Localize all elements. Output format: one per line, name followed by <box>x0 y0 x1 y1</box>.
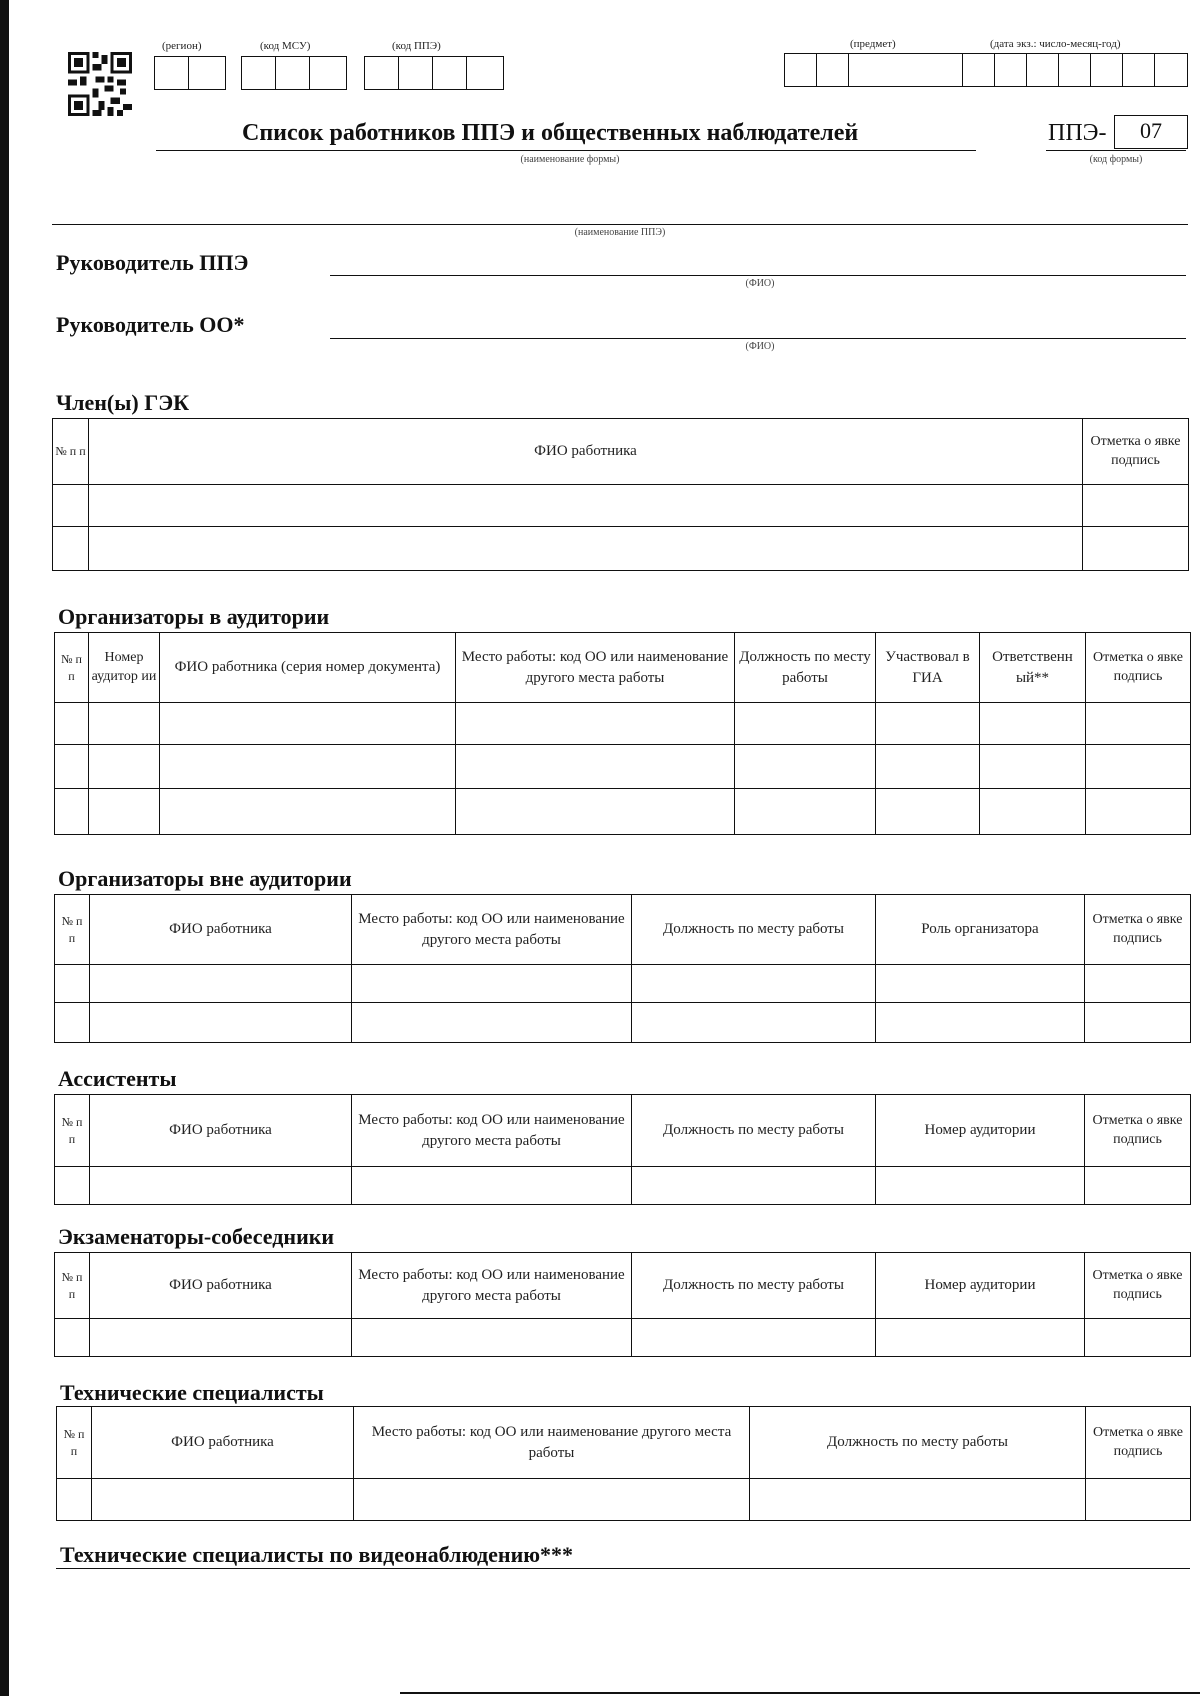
col-room: Номер аудитории <box>876 1095 1085 1167</box>
exam-date-label: (дата экз.: число-месяц-год) <box>990 38 1121 50</box>
gek-section-title: Член(ы) ГЭК <box>56 390 190 415</box>
oo-head-label: Руководитель ОО* <box>56 312 245 337</box>
assistants-section-title: Ассистенты <box>58 1066 177 1091</box>
col-fio: ФИО работника <box>89 419 1083 485</box>
table-row[interactable] <box>55 789 1191 835</box>
table-row[interactable] <box>55 965 1191 1003</box>
col-fio: ФИО работника <box>90 895 352 965</box>
col-attendance: Отметка о явке подпись <box>1086 633 1191 703</box>
col-gia: Участвовал в ГИА <box>876 633 980 703</box>
form-code-prefix: ППЭ- <box>1048 120 1107 146</box>
assistants-table <box>54 1094 1191 1205</box>
col-workplace: Место работы: код ОО или наименование другого места работы <box>352 895 632 965</box>
col-position: Должность по месту работы <box>750 1407 1086 1479</box>
org-out-table <box>54 894 1191 1043</box>
tech-section-title: Технические специалисты <box>60 1380 324 1405</box>
table-row[interactable] <box>55 1319 1191 1357</box>
region-label: (регион) <box>162 40 202 52</box>
page-bottom-edge <box>400 1692 1200 1694</box>
col-number: № п п <box>57 1407 92 1479</box>
tech-header-row <box>57 1407 1191 1479</box>
examiners-table <box>54 1252 1191 1357</box>
col-position: Должность по месту работы <box>735 633 876 703</box>
form-title-underline <box>156 150 976 151</box>
video-section-title: Технические специалисты по видеонаблюдению*** <box>60 1542 574 1567</box>
assistants-header-row <box>55 1095 1191 1167</box>
col-number: № п п <box>55 1095 90 1167</box>
col-number: № п п <box>53 419 89 485</box>
ppe-code-label: (код ППЭ) <box>392 40 441 52</box>
table-row[interactable] <box>57 1479 1191 1521</box>
org-out-section-title: Организаторы вне аудитории <box>58 866 352 891</box>
oo-head-fio-caption: (ФИО) <box>745 341 775 352</box>
subject-date-boxes[interactable] <box>784 53 1188 87</box>
table-row[interactable] <box>53 527 1189 571</box>
form-code-caption: (код формы) <box>1089 154 1143 165</box>
region-code-boxes[interactable] <box>154 56 226 90</box>
org-in-section-title: Организаторы в аудитории <box>58 604 330 629</box>
col-attendance: Отметка о явке подпись <box>1086 1407 1191 1479</box>
col-fio: ФИО работника <box>92 1407 354 1479</box>
gek-table <box>52 418 1189 571</box>
table-row[interactable] <box>55 1167 1191 1205</box>
form-code-underline <box>1046 150 1186 151</box>
col-number: № п п <box>55 895 90 965</box>
ppe-head-fio-caption: (ФИО) <box>745 278 775 289</box>
col-workplace: Место работы: код ОО или наименование другого места работы <box>354 1407 750 1479</box>
col-responsible: Ответственн ый** <box>980 633 1086 703</box>
video-section-underline <box>56 1568 1190 1569</box>
org-out-header-row <box>55 895 1191 965</box>
oo-head-fio-line[interactable] <box>330 338 1186 339</box>
ppe-name-caption: (наименование ППЭ) <box>574 227 666 238</box>
gek-header-row <box>53 419 1189 485</box>
org-in-header-row <box>55 633 1191 703</box>
table-row[interactable] <box>53 485 1189 527</box>
col-workplace: Место работы: код ОО или наименование другого места работы <box>352 1253 632 1319</box>
col-fio: ФИО работника <box>90 1095 352 1167</box>
table-row[interactable] <box>55 703 1191 745</box>
examiners-section-title: Экзаменаторы-собеседники <box>58 1224 335 1249</box>
form-title-caption: (наименование формы) <box>520 154 620 165</box>
col-position: Должность по месту работы <box>632 895 876 965</box>
col-fio: ФИО работника <box>90 1253 352 1319</box>
col-workplace: Место работы: код ОО или наименование другого места работы <box>352 1095 632 1167</box>
col-position: Должность по месту работы <box>632 1095 876 1167</box>
org-in-table <box>54 632 1191 835</box>
tech-table <box>56 1406 1191 1521</box>
qr-code-icon <box>68 52 132 116</box>
table-row[interactable] <box>55 745 1191 789</box>
col-attendance: Отметка о явке подпись <box>1085 895 1191 965</box>
msu-code-boxes[interactable] <box>241 56 347 90</box>
col-room: Номер аудитории <box>876 1253 1085 1319</box>
form-code-box: 07 <box>1114 115 1188 149</box>
col-role: Роль организатора <box>876 895 1085 965</box>
col-fio-doc: ФИО работника (серия номер документа) <box>160 633 456 703</box>
scan-edge-shadow <box>0 0 9 1696</box>
col-number: № п п <box>55 633 89 703</box>
col-position: Должность по месту работы <box>632 1253 876 1319</box>
ppe-head-label: Руководитель ППЭ <box>56 250 249 275</box>
col-attendance: Отметка о явке подпись <box>1085 1253 1191 1319</box>
col-workplace: Место работы: код ОО или наименование другого места работы <box>456 633 735 703</box>
examiners-header-row <box>55 1253 1191 1319</box>
subject-label: (предмет) <box>850 38 896 50</box>
col-attendance: Отметка о явке подпись <box>1083 419 1189 485</box>
ppe-name-line[interactable] <box>52 224 1188 225</box>
col-number: № п п <box>55 1253 90 1319</box>
table-row[interactable] <box>55 1003 1191 1043</box>
col-room: Номер аудитор ии <box>89 633 160 703</box>
ppe-code-boxes[interactable] <box>364 56 504 90</box>
ppe-head-fio-line[interactable] <box>330 275 1186 276</box>
msu-label: (код МСУ) <box>260 40 311 52</box>
col-attendance: Отметка о явке подпись <box>1085 1095 1191 1167</box>
form-title: Список работников ППЭ и общественных наблюдателей <box>242 120 859 146</box>
